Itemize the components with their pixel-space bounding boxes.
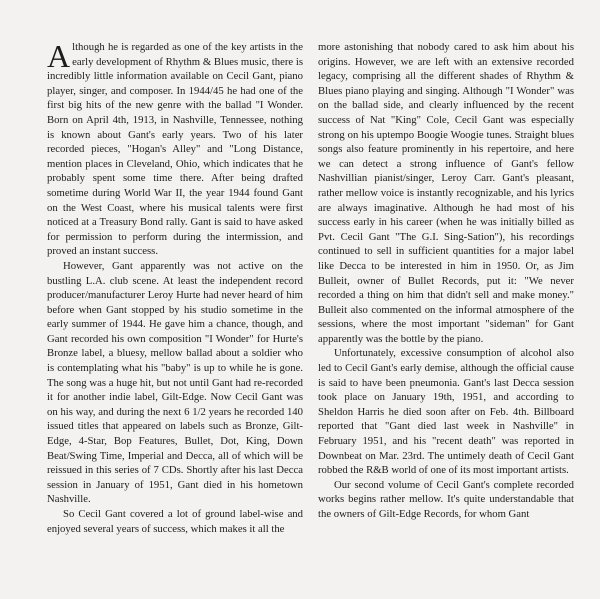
paragraph-3: So Cecil Gant covered a lot of ground label-wise and enjoyed several years of success, which makes it all the bbox=[47, 508, 303, 535]
paragraph-1 bbox=[47, 40, 303, 259]
paragraph-1-text: lthough he is regarded as one of the key artists in the early development of Rhythm & Blues music, there is incredibly little information available on Cecil Gant, piano player, singer, and composer. In 1944/45 he had one of the first big hits of the new genre with the ballad "I Wonder. Born on April 4th, 1913, in Nashville, Tennessee, nothing is known about Gant's early years. Two of his later recorded pieces, "Hogan's Alley" and "Long Distance, mention places in Cleveland, Ohio, which indicates that he probably spent some time there. After being drafted sometime during World War II, the year 1944 found Gant on the West Coast, where his musical talents were first noticed at a Treasury Bond rally. Gant is said to have asked for permission to perform during the intermission, and proved an instant success. bbox=[47, 41, 303, 258]
paragraph-5: Unfortunately, excessive consumption of alcohol also led to Cecil Gant's early demise, although the official cause is said to have been pneumonia. Gant's last Decca session took place on January 19th, 1951, and according to Sheldon Harris he died soon after on Feb. 4th. Billboard reported that "Gant died last week in Nashville" in February 1951, and his "recent death" was reported in Downbeat on Mar. 23rd. The untimely death of Cecil Gant robbed the R&B world of one of its most important artists. bbox=[318, 347, 574, 477]
drop-cap: A bbox=[47, 38, 71, 74]
paragraph-6: Our second volume of Cecil Gant's complete recorded works begins rather mellow. It's quite understandable that the owners of Gilt-Edge Records, for whom Gant bbox=[318, 478, 574, 520]
paragraph-4: more astonishing that nobody cared to ask him about his origins. However, we are left with an extensive recorded legacy, comprising all the different shades of Rhythm & Blues piano playing and singing. Although "I Wonder" was on the ballad side, and clearly influenced by the recent success of Nat "King" Cole, Cecil Gant was especially strong on his uptempo Boogie Woogie tunes. Straight blues songs also feature prominently in his repertoire, and here we can detect a strong influence of Gant's fellow Nashvillian pianist/singer, Leroy Carr. Gant's pleasant, rather mellow voice is instantly recognizable, and his lyrics are always imaginative. Although he had most of his success early in his career (when he was initially billed as Pvt. Cecil Gant "The G.I. Sing-Sation"), his recordings continued to sell in sufficient quantities for a major label like Decca to be interested in him in 1950. Or, as Jim Bulleit, owner of Bullet Records, put it: "We never recorded a thing on him that didn't sell and make money." Bulleit also commented on the informal atmosphere of the sessions, where the most important "sideman" for Gant apparently was the bottle by the piano. bbox=[318, 41, 574, 345]
paragraph-2: However, Gant apparently was not active on the bustling L.A. club scene. At least the independent record producer/manufacturer Leroy Hurte had never heard of him before when Gant stopped by his studio sometime in the early summer of 1944. He gave him a chance, though, and Gant recorded his own composition "I Wonder" for Hurte's Bronze label, a bluesy, mellow ballad about a soldier who is contemplating what his "baby" is up to while he is gone. The song was a huge hit, but not until Gant had re-recorded it for another indie label, Gilt-Edge. Now Cecil Gant was on his way, and during the next 6 1/2 years he recorded 140 issued titles that appeared on labels such as Bronze, Gilt-Edge, 4-Star, Bop Features, Bullet, Dot, King, Down Beat/Swing Time, Imperial and Decca, all of which will be reissued in this series of 7 CDs. Shortly after his last Decca session in January of 1951, Gant died in his hometown Nashville. bbox=[47, 259, 303, 506]
right-column bbox=[318, 40, 574, 522]
left-column bbox=[47, 40, 303, 536]
